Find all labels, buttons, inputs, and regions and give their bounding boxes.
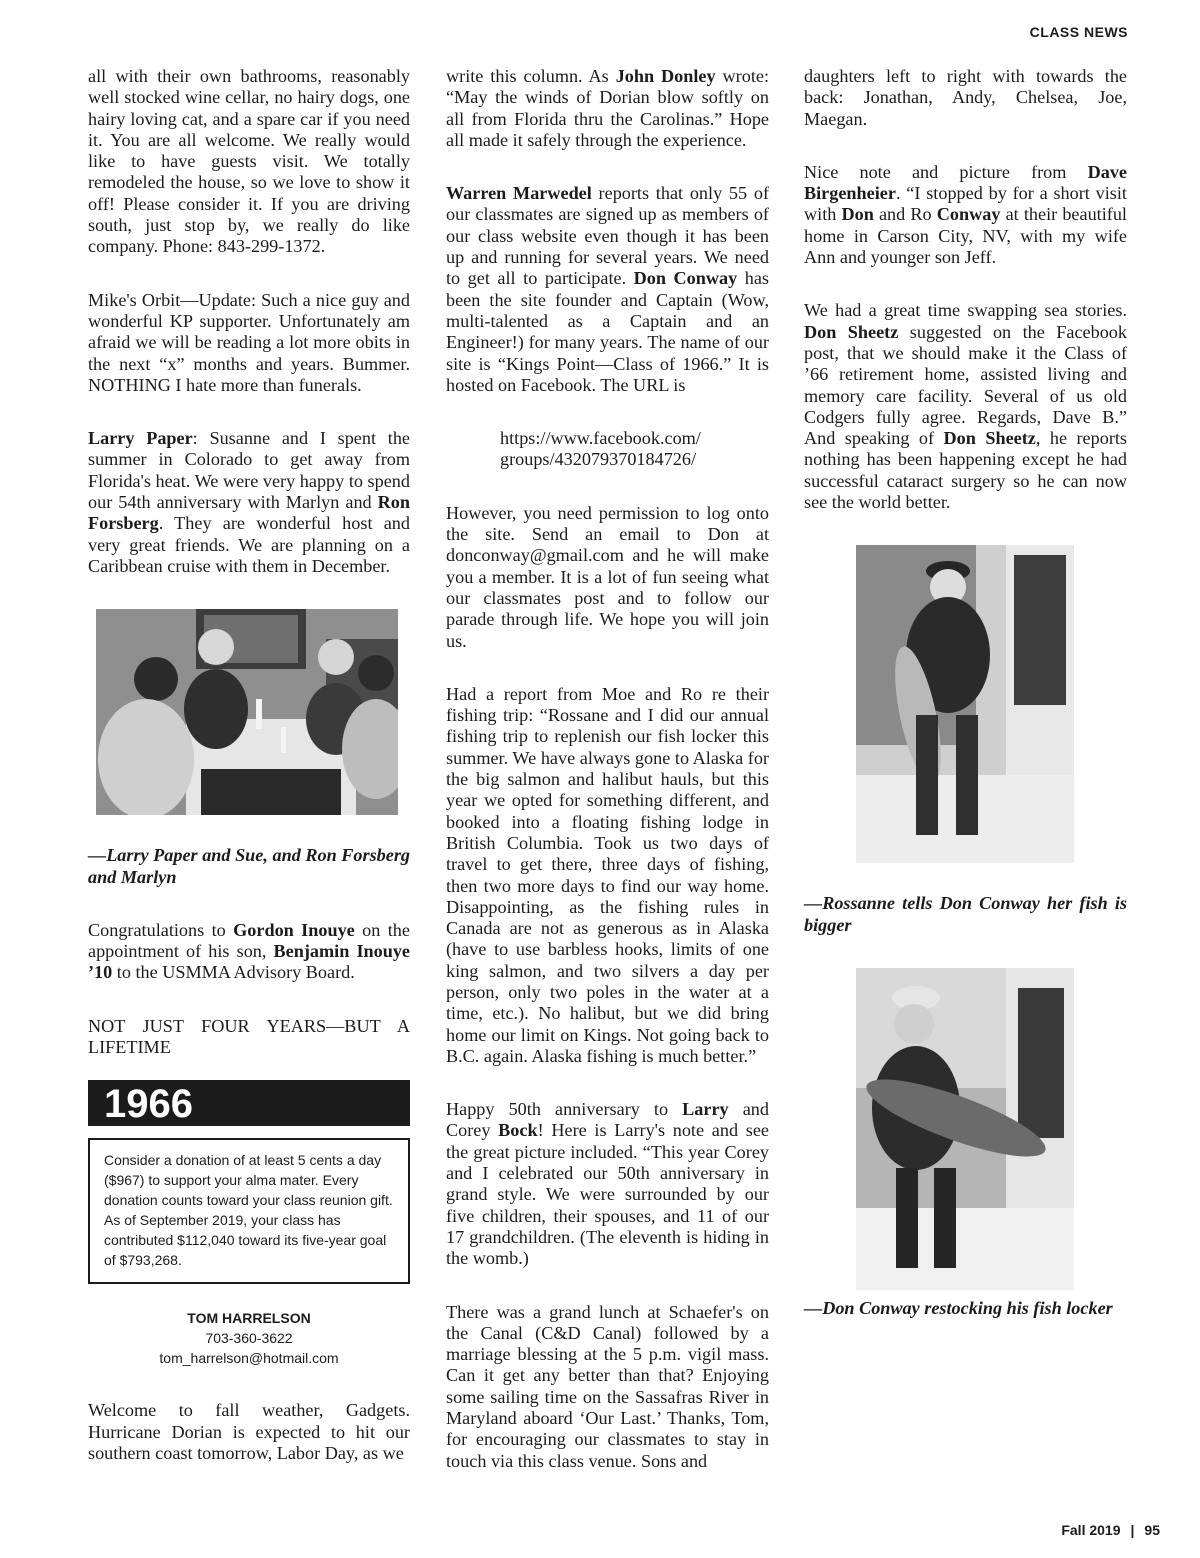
classmate-name: Warren Marwedel bbox=[446, 183, 592, 204]
class-contact bbox=[88, 1308, 410, 1368]
contact-name: TOM HARRELSON bbox=[187, 1310, 311, 1327]
dinner-photo bbox=[96, 609, 398, 815]
classmate-name: Don Conway bbox=[633, 268, 738, 289]
paragraph: Welcome to fall weather, Gadgets. Hurricane Dorian is expected to hit our southern coast tomorrow, Labor Day, as we bbox=[88, 1400, 410, 1463]
classmate-name: Conway bbox=[936, 204, 1001, 225]
contact-phone: 703-360-3622 bbox=[205, 1330, 293, 1347]
fishing-photo-don-graphic bbox=[856, 968, 1074, 1290]
page-number: 95 bbox=[1144, 1522, 1160, 1538]
paragraph: Warren Marwedel reports that only 55 of our classmates are signed up as members of our class website even though it has been up and running for several years. We need to get all to participate. Don Conway has been the site founder and Captain (Wow, multi-talented as a Captain and an Engineer!) for many years. The name of our site is “Kings Point—Class of 1966.” It is hosted on Facebook. The URL is bbox=[446, 183, 769, 395]
paragraph: daughters left to right with towards the back: Jonathan, Andy, Chelsea, Joe, Maegan. bbox=[804, 66, 1127, 129]
fishing-photo-don bbox=[856, 968, 1074, 1290]
footer-separator: | bbox=[1130, 1522, 1135, 1538]
class-year-banner: 1966 bbox=[88, 1080, 410, 1126]
classmate-name: Ron Forsberg bbox=[88, 492, 410, 534]
fishing-photo-rossanne bbox=[856, 545, 1074, 863]
issue-label: Fall 2019 bbox=[1061, 1522, 1121, 1538]
classmate-name: Dave Birgenheier bbox=[804, 161, 1127, 204]
paragraph: NOT JUST FOUR YEARS—BUT A LIFETIME bbox=[88, 1015, 410, 1058]
paragraph: We had a great time swapping sea stories. Don Sheetz suggested on the Facebook post, that we should make it the Class of ’66 retirement home, assisted living and memory care facility. Several of us old Codgers fully agree. Regards, Dave B.” And speaking of Don Sheetz, he reports nothing has been happening except he had successful cataract surgery so he can now see the world better. bbox=[804, 300, 1128, 513]
classmate-name: Don Sheetz bbox=[804, 321, 899, 342]
column-1 bbox=[88, 66, 410, 1496]
column-3 bbox=[804, 66, 1127, 1351]
photo-caption: —Rossanne tells Don Conway her fish is bigger bbox=[804, 893, 1127, 935]
classmate-name: Bock bbox=[498, 1120, 538, 1141]
dinner-photo-graphic bbox=[96, 609, 398, 815]
classmate-name: Gordon Inouye bbox=[233, 919, 355, 940]
classmate-name: Larry bbox=[682, 1099, 729, 1120]
classmate-name: Don bbox=[841, 204, 874, 225]
classmate-name: Don Sheetz bbox=[943, 428, 1036, 449]
paragraph: write this column. As John Donley wrote: “May the winds of Dorian blow softly on all from Florida thru the Carolinas.” Hope all made it safely through the experience. bbox=[446, 66, 770, 150]
page-footer bbox=[1061, 1522, 1160, 1538]
paragraph: There was a grand lunch at Schaefer's on the Canal (C&D Canal) followed by a marriage blessing at the 5 p.m. vigil mass. Can it get any better than that? Enjoying some sailing time on the Sassafras River in Maryland aboard ‘Our Last.’ Thanks, Tom, for encouraging our classmates to stay in touch via this class venue. Sons and bbox=[446, 1301, 769, 1471]
classmate-name: John Donley bbox=[615, 66, 716, 86]
section-header: CLASS NEWS bbox=[1029, 24, 1128, 40]
paragraph: Happy 50th anniversary to Larry and Corey Bock! Here is Larry's note and see the great picture included. “This year Corey and I celebrated our 50th anniversary in grand style. We were surrounded by our five children, their spouses, and 11 of our 17 grandchildren. (The eleventh is hiding in the womb.) bbox=[446, 1099, 769, 1269]
fishing-photo-rossanne-graphic bbox=[856, 545, 1074, 863]
column-2 bbox=[446, 66, 769, 1504]
donation-box: Consider a donation of at least 5 cents a day ($967) to support your alma mater. Every donation counts toward your class reunion gift. As of September 2019, your class has contributed $112,040 toward its five-year goal of $793,268. bbox=[88, 1138, 410, 1284]
contact-email: tom_harrelson@hotmail.com bbox=[159, 1350, 339, 1367]
photo-caption: —Don Conway restocking his fish locker bbox=[804, 1297, 1113, 1318]
paragraph: Nice note and picture from Dave Birgenheier. “I stopped by for a short visit with Don and Ro Conway at their beautiful home in Carson City, NV, with my wife Ann and younger son Jeff. bbox=[804, 161, 1127, 268]
paragraph: Mike's Orbit—Update: Such a nice guy and wonderful KP supporter. Unfortunately am afraid we will be reading a lot more obits in the next “x” months and years. Bummer. NOTHING I hate more than funerals. bbox=[88, 289, 410, 395]
paragraph: all with their own bathrooms, reasonably well stocked wine cellar, no hairy dogs, one hairy loving cat, and a spare car if you need it. You are all welcome. We really would like to have guests visit. We totally remodeled the house, so we love to show it off! Please consider it. If you are driving south, just stop by, we really do like company. Phone: 843-299-1372. bbox=[88, 66, 410, 257]
classmate-name: Larry Paper bbox=[88, 428, 193, 449]
paragraph: Congratulations to Gordon Inouye on the appointment of his son, Benjamin Inouye ’10 to the USMMA Advisory Board. bbox=[88, 919, 411, 983]
facebook-url[interactable]: https://www.facebook.com/ groups/432079370184726/ bbox=[500, 428, 701, 470]
classmate-name: Benjamin Inouye ’10 bbox=[88, 941, 411, 983]
paragraph: However, you need permission to log onto the site. Send an email to Don at donconway@gmail.com and he will make you a member. It is a lot of fun seeing what our classmates post and to follow our parade through life. We hope you will join us. bbox=[446, 502, 769, 651]
paragraph: Had a report from Moe and Ro re their fishing trip: “Rossane and I did our annual fishing trip to replenish our fish locker this summer. We have always gone to Alaska for the big salmon and halibut hauls, but this year we opted for something different, and booked into a floating fishing lodge in British Columbia. Took us two days of travel to get there, three days of fishing, then two more days to find our way home. Disappointing, as the fishing rules in Canada are not as generous as in Alaska (have to use barbless hooks, limits of one king salmon, and two silvers a day per person, only two poles in the water at a time, etc.). No halibut, but we did bring home our limit on Kings. Not going back to B.C. again. Alaska fishing is much better.” bbox=[446, 683, 769, 1066]
paragraph: Larry Paper: Susanne and I spent the summer in Colorado to get away from Florida's heat. We were very happy to spend our 54th anniversary with Marlyn and Ron Forsberg. They are wonderful host and very great friends. We are planning on a Caribbean cruise with them in December. bbox=[88, 428, 410, 576]
photo-caption: —Larry Paper and Sue, and Ron Forsberg and Marlyn bbox=[88, 845, 410, 887]
